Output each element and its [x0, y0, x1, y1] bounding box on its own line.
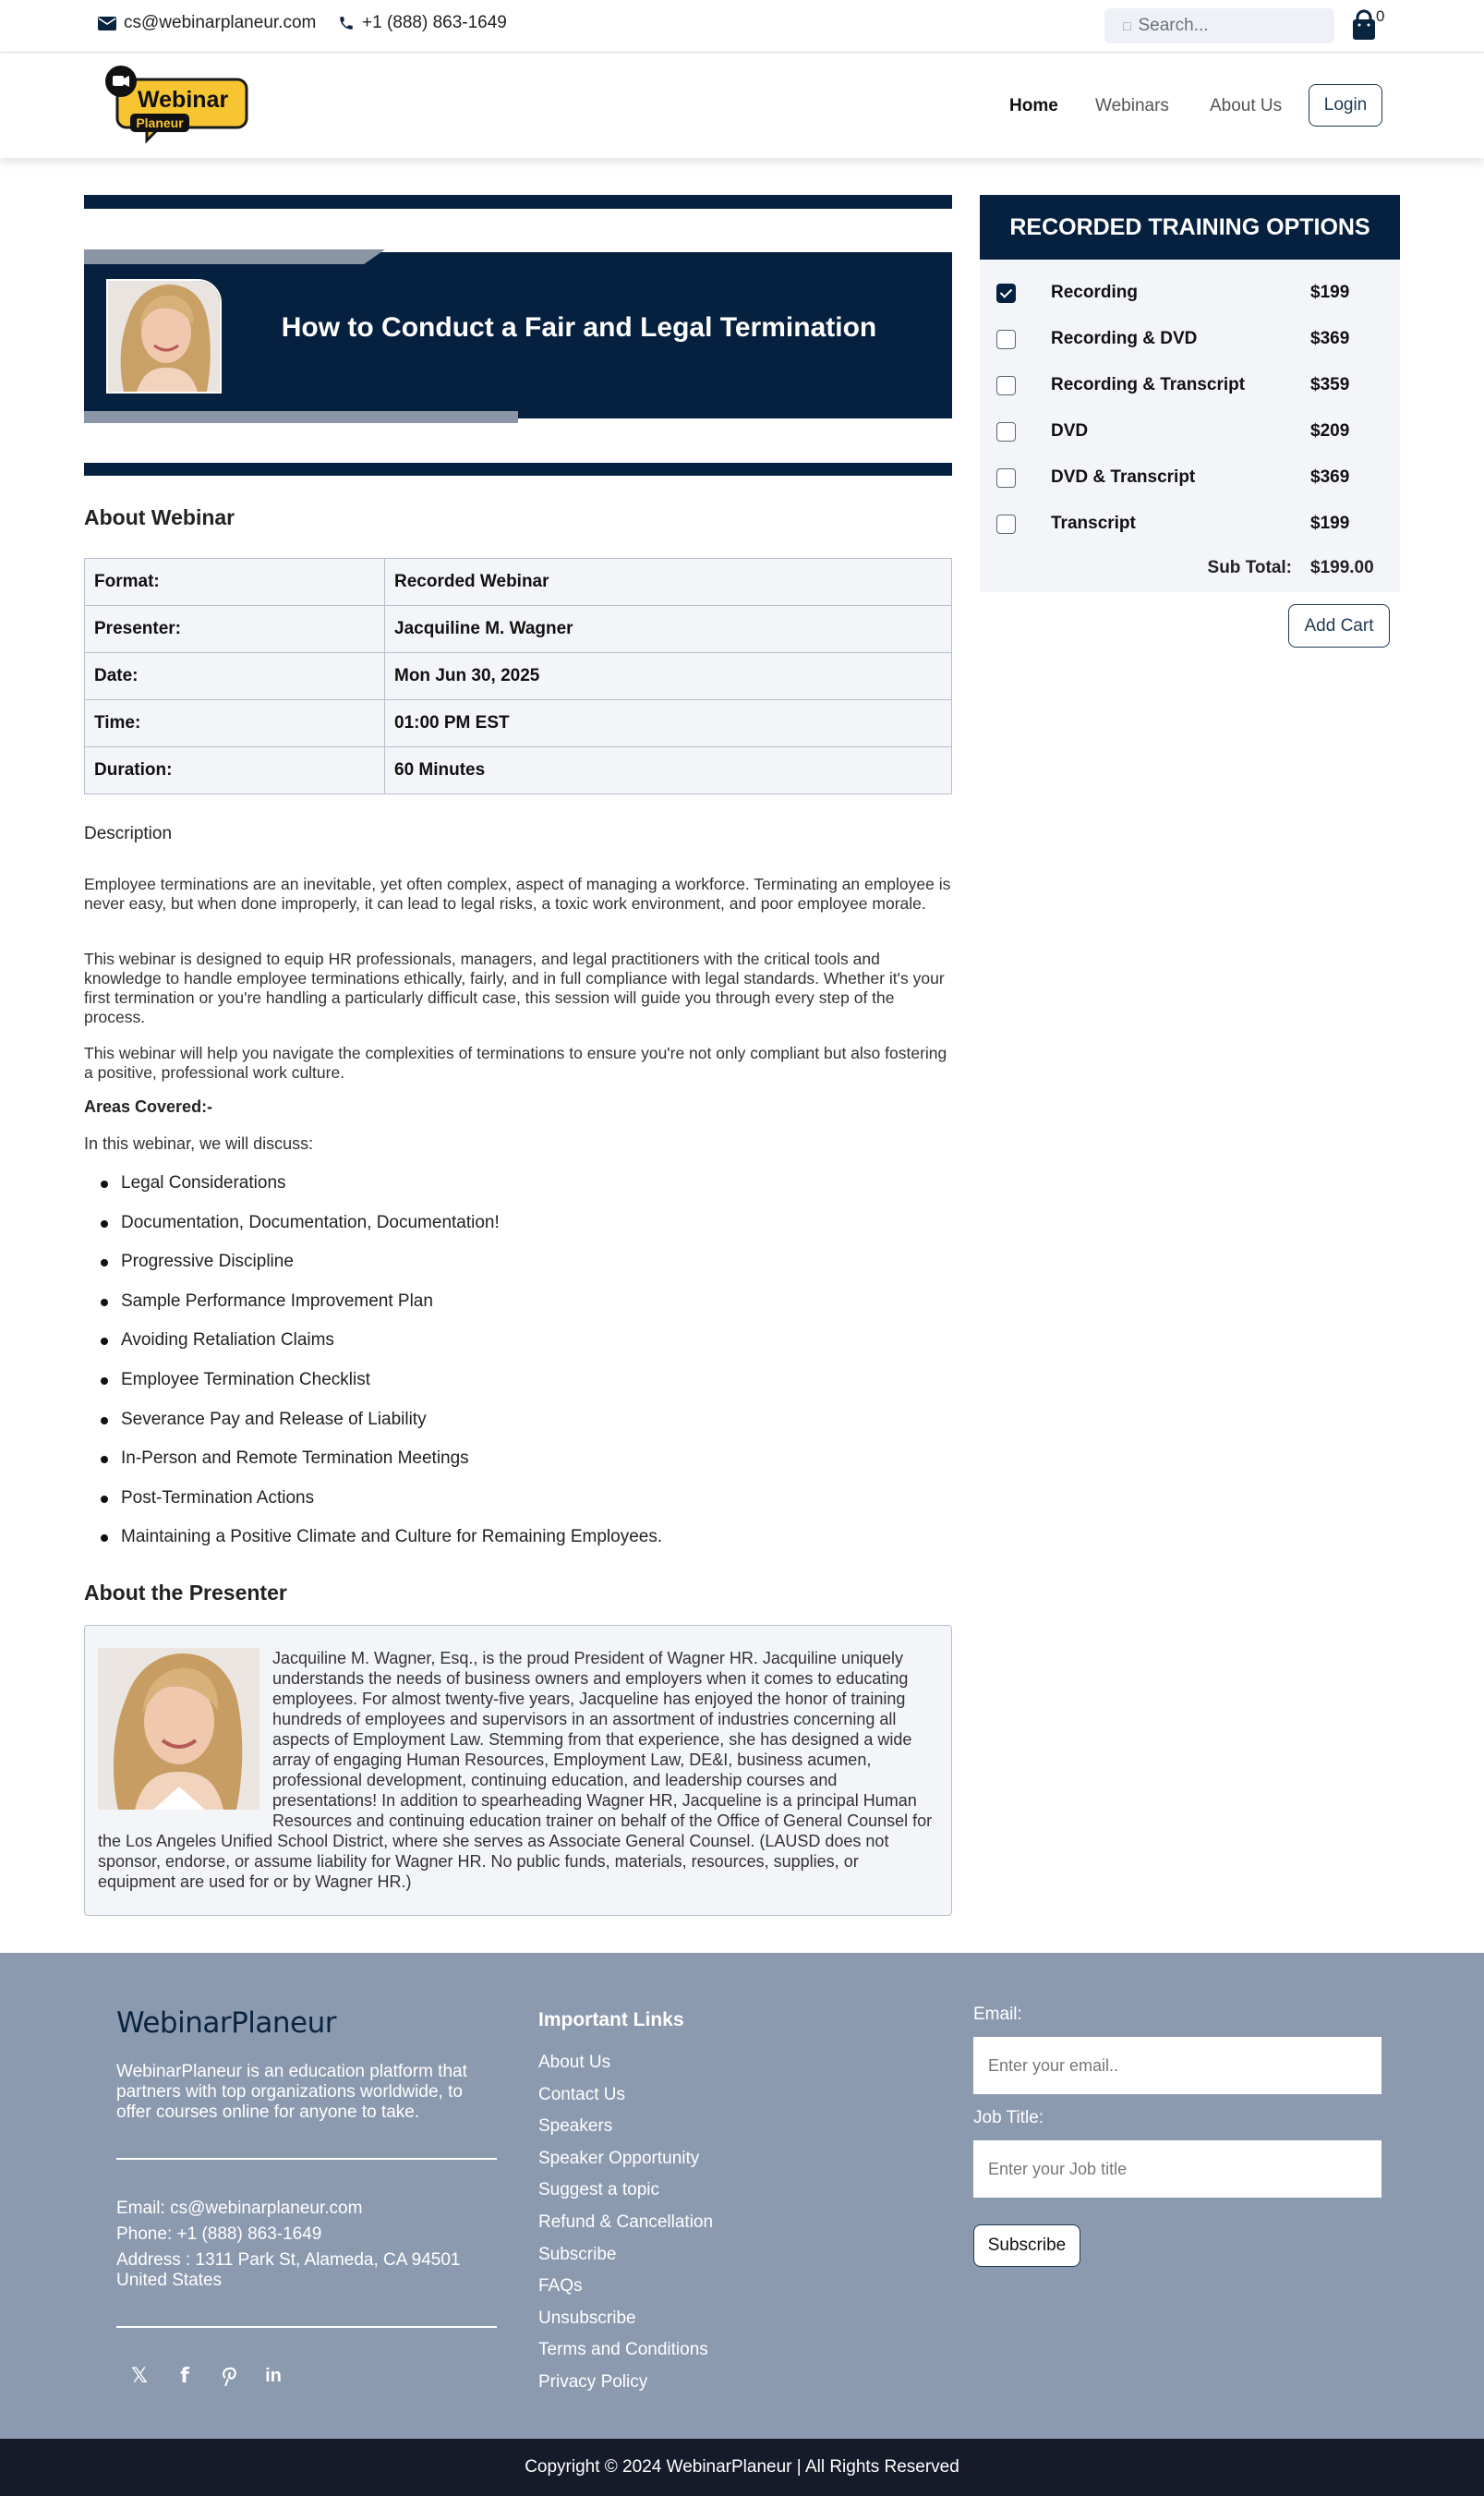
info-key-format: Format:	[85, 559, 385, 606]
option-checkbox[interactable]	[996, 330, 1016, 349]
banner-accent-bottom	[84, 411, 518, 423]
nav-webinars[interactable]: Webinars	[1095, 96, 1169, 115]
option-dvd-transcript[interactable]	[980, 454, 1400, 501]
list-item: Employee Termination Checklist	[121, 1370, 662, 1410]
list-item: Progressive Discipline	[121, 1252, 662, 1291]
info-value-time: 01:00 PM EST	[385, 700, 952, 747]
option-checkbox[interactable]	[996, 515, 1016, 534]
email-placeholder: Enter your email..	[988, 2055, 1119, 2075]
about-presenter-heading: About the Presenter	[84, 1581, 287, 1605]
footer-email[interactable]: Email: cs@webinarplaneur.com	[116, 2199, 363, 2218]
presenter-card	[84, 1625, 952, 1916]
footer-link-subscribe[interactable]: Subscribe	[538, 2244, 617, 2264]
table-row	[85, 653, 952, 700]
nav-about-us[interactable]: About Us	[1210, 96, 1283, 115]
login-button[interactable]: Login	[1309, 84, 1382, 127]
x-twitter-icon[interactable]: 𝕏	[131, 2364, 148, 2387]
list-item: Post-Termination Actions	[121, 1488, 662, 1528]
option-price: $369	[1310, 329, 1350, 348]
topbar-email-text: cs@webinarplaneur.com	[124, 13, 317, 32]
webinar-title: How to Conduct a Fair and Legal Termination	[281, 312, 877, 343]
list-item: Severance Pay and Release of Liability	[121, 1410, 662, 1449]
footer-link-about-us[interactable]: About Us	[538, 2053, 611, 2072]
search-input[interactable]	[1104, 8, 1334, 43]
table-row	[85, 606, 952, 653]
info-value-date: Mon Jun 30, 2025	[385, 653, 952, 700]
list-item: Sample Performance Improvement Plan	[121, 1291, 662, 1331]
option-checkbox[interactable]	[996, 376, 1016, 395]
option-label: Transcript	[1051, 514, 1136, 533]
job-placeholder: Enter your Job title	[988, 2159, 1128, 2178]
option-label: Recording & Transcript	[1051, 375, 1246, 394]
footer-divider	[116, 2326, 497, 2328]
logo-text-sub: Planeur	[136, 115, 184, 130]
option-label: Recording & DVD	[1051, 329, 1198, 348]
option-checkbox[interactable]	[996, 284, 1016, 303]
important-links-heading: Important Links	[538, 2009, 684, 2030]
footer-brand: WebinarPlaneur	[116, 2006, 337, 2040]
footer-link-faqs[interactable]: FAQs	[538, 2276, 583, 2296]
info-value-duration: 60 Minutes	[385, 747, 952, 794]
phone-icon	[338, 15, 355, 31]
table-row	[85, 747, 952, 794]
copyright-text: Copyright © 2024 WebinarPlaneur | All Rights Reserved	[525, 2457, 959, 2477]
list-item: In-Person and Remote Termination Meetings	[121, 1448, 662, 1488]
description-paragraph-1: Employee terminations are an inevitable, yet often complex, aspect of managing a workforce. Terminating an employee is never easy, but when done improperly, it can lead to legal risks, a toxic work environment, and poor employee morale.	[84, 875, 951, 913]
site-logo[interactable]	[103, 65, 255, 146]
description-label: Description	[84, 824, 173, 843]
option-price: $209	[1310, 421, 1350, 441]
areas-covered-list	[121, 1173, 662, 1567]
option-price: $369	[1310, 467, 1350, 487]
option-label: Recording	[1051, 283, 1138, 302]
nav-home[interactable]: Home	[1009, 96, 1058, 115]
info-key-presenter: Presenter:	[85, 606, 385, 653]
divider-bar-top	[84, 195, 952, 209]
footer-link-suggest-topic[interactable]: Suggest a topic	[538, 2180, 659, 2200]
list-item: Avoiding Retaliation Claims	[121, 1330, 662, 1370]
table-row	[85, 700, 952, 747]
areas-intro: In this webinar, we will discuss:	[84, 1134, 314, 1153]
footer-about-text: WebinarPlaneur is an education platform that partners with top organizations worldwide, to offer courses online for anyone to take.	[116, 2062, 467, 2122]
search-placeholder: Search...	[1138, 16, 1209, 35]
training-options-heading: RECORDED TRAINING OPTIONS	[980, 195, 1400, 260]
footer-divider	[116, 2158, 497, 2160]
footer-link-speakers[interactable]: Speakers	[538, 2116, 613, 2137]
areas-covered-heading: Areas Covered:-	[84, 1097, 213, 1116]
option-price: $359	[1310, 375, 1350, 394]
footer-address: Address : 1311 Park St, Alameda, CA 94501 United States	[116, 2250, 461, 2290]
copyright-bar	[0, 2439, 1484, 2496]
option-recording-dvd[interactable]	[980, 316, 1400, 362]
pinterest-icon[interactable]	[217, 2364, 241, 2388]
presenter-photo	[98, 1648, 259, 1810]
subtotal-value: $199.00	[1310, 558, 1374, 577]
newsletter-email-label: Email:	[973, 2005, 1022, 2024]
option-recording-transcript[interactable]	[980, 362, 1400, 408]
logo-text-main: Webinar	[138, 87, 229, 113]
description-paragraph-3: This webinar will help you navigate the complexities of terminations to ensure you're not only compliant but also fostering a positive, professional work culture.	[84, 1044, 947, 1082]
facebook-icon[interactable]: f	[180, 2364, 189, 2388]
envelope-icon	[98, 17, 116, 30]
footer-link-terms[interactable]: Terms and Conditions	[538, 2340, 708, 2360]
table-row	[85, 559, 952, 606]
important-links-list	[538, 2053, 713, 2405]
info-key-date: Date:	[85, 653, 385, 700]
option-price: $199	[1310, 514, 1350, 533]
topbar-phone[interactable]	[338, 13, 507, 33]
option-dvd[interactable]	[980, 408, 1400, 454]
option-label: DVD & Transcript	[1051, 467, 1196, 487]
about-webinar-heading: About Webinar	[84, 505, 235, 529]
info-key-time: Time:	[85, 700, 385, 747]
footer-phone[interactable]: Phone: +1 (888) 863-1649	[116, 2224, 322, 2244]
description-paragraph-2: This webinar is designed to equip HR professionals, managers, and legal practitioners with the critical tools and knowledge to handle employee terminations ethically, fairly, and in full compliance with legal standards. Whether it's your first termination or you're handling a particularly difficult case, this session will guide you through every step of the process.	[84, 950, 945, 1026]
option-label: DVD	[1051, 421, 1089, 441]
subtotal-label: Sub Total:	[1207, 558, 1292, 577]
topbar-phone-text: +1 (888) 863-1649	[362, 13, 507, 32]
linkedin-icon[interactable]: in	[265, 2365, 282, 2386]
banner-accent-top	[84, 249, 385, 264]
option-transcript[interactable]	[980, 501, 1400, 547]
presenter-bio: Jacquiline M. Wagner, Esq., is the proud President of Wagner HR. Jacquiline uniquely understands the needs of business owners and employers when it comes to educating employees. For almost twenty-five years, Jacqueline has enjoyed the honor of training hundreds of employees and supervisors in an assortment of industries concerning all aspects of Employment Law. Stemming from that experience, she has designed a wide array of engaging Human Resources, Employment Law, DE&I, business acumen, professional development, continuing education, and leadership courses and presentations! In addition to spearheading Wagner HR, Jacqueline is a principal Human Resources and continuing education trainer on behalf of the Office of General Counsel for the Los Angeles Unified School District, where she serves as Associate General Counsel. (LAUSD does not sponsor, endorse, or assume liability for Wagner HR. No public funds, materials, resources, supplies, or equipment are used for or by Wagner HR.)	[98, 1649, 933, 1891]
footer-link-privacy[interactable]: Privacy Policy	[538, 2371, 648, 2392]
webinar-info-table	[84, 558, 952, 794]
newsletter-job-input[interactable]	[973, 2140, 1381, 2198]
footer-link-contact-us[interactable]: Contact Us	[538, 2084, 625, 2104]
option-price: $199	[1310, 283, 1350, 302]
subscribe-button[interactable]: Subscribe	[973, 2224, 1080, 2267]
option-checkbox[interactable]	[996, 422, 1016, 442]
footer-link-unsubscribe[interactable]: Unsubscribe	[538, 2308, 636, 2328]
search-icon: □	[1123, 18, 1131, 33]
divider-bar-bottom	[84, 463, 952, 476]
topbar-email[interactable]	[98, 13, 316, 33]
newsletter-email-input[interactable]	[973, 2037, 1381, 2094]
option-checkbox[interactable]	[996, 468, 1016, 488]
list-item: Maintaining a Positive Climate and Culture for Remaining Employees.	[121, 1527, 662, 1567]
banner-presenter-photo	[106, 279, 222, 394]
footer-link-speaker-opportunity[interactable]: Speaker Opportunity	[538, 2148, 700, 2168]
info-value-format: Recorded Webinar	[385, 559, 952, 606]
list-item: Documentation, Documentation, Documentation!	[121, 1213, 662, 1253]
info-value-presenter: Jacquiline M. Wagner	[385, 606, 952, 653]
footer-link-refund[interactable]: Refund & Cancellation	[538, 2211, 714, 2232]
add-cart-button[interactable]: Add Cart	[1288, 604, 1390, 648]
option-recording[interactable]	[980, 270, 1400, 316]
info-key-duration: Duration:	[85, 747, 385, 794]
newsletter-job-label: Job Title:	[973, 2108, 1044, 2127]
list-item: Legal Considerations	[121, 1173, 662, 1213]
cart-count-badge: 0	[1376, 7, 1385, 25]
